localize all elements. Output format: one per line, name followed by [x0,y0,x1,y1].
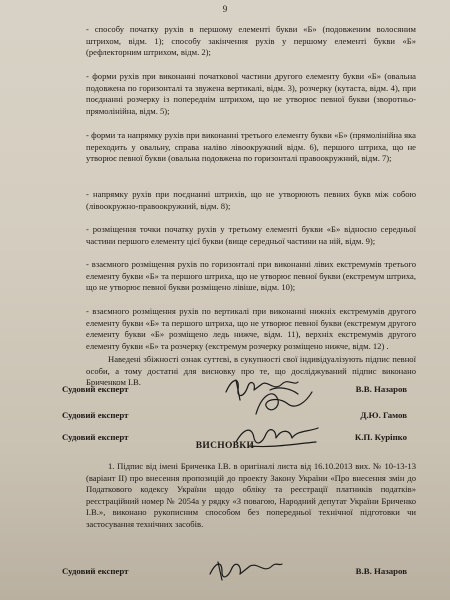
signatory-role: Судовий експерт [62,410,129,420]
handwritten-signature [206,556,284,584]
signatory-name: В.В. Назаров [355,566,407,576]
paragraph-4: - напрямку рухів при поєднанні штрихів, що не утворюють певних букв між собою (лівоокружно-правоокружний, відм. 8); [86,189,416,211]
paragraph-1: - способу початку рухів в першому елементі букви «Б» (подовженим волосяним штрихом, відм. 1); способу закінчення рухів у першому елементі букви «Б» (рефлекторним штрихом, відм. 2); [86,24,416,58]
paragraph-5: - розміщення точки початку рухів у третьому елементі букви «Б» відносно середньої частини першого елементу цієї букви (вище середньої частини на ній, відм. 9); [86,224,416,246]
paragraph-3: - форми та напрямку рухів при виконанні третього елементу букви «Б» (прямолінійна яка переходить у овальну, справа наліво лівоокружний відм. 6), першого штриха, що не утворює певної букви (овальна подовжена по горизонталі правоокружний, відм. 7); [86,130,416,164]
signatory-role: Судовий експерт [62,432,129,442]
signatory-name: К.П. Куріпко [354,432,407,442]
summary-paragraph: Наведені збіжності ознак суттєві, в сукупності свої індивідуалізують підпис певної особи, а тому достатні для висновку про те, що досліджуваний підпис виконано Бриченком І.В. [86,354,416,388]
signatory-role: Судовий експерт [62,384,129,394]
signatory-role: Судовий експерт [62,566,129,576]
conclusions-heading: ВИСНОВКИ [195,441,255,451]
signatory-name: Д.Ю. Гамов [360,410,407,420]
paragraph-7: - взаємного розміщення рухів по вертикалі при виконанні нижніх екстремумів другого елементу букви «Б» та першого штриха, що не утворює певної букви (екстремум другого елементу букви «Б» розміщено ледь нижче, відм. 11), верхніх екстремумів другого елементу букви «Б» та розчерку (екстремум розчерку розміщено нижче, відм. 12) . [86,306,416,351]
paragraph-6: - взаємного розміщення рухів по горизонталі при виконанні лівих екстремумів третього елементу букви «Б» та першого штриха, що не утворює певної букви (екстремум штриха, що не утворює певної букви розміщено лівіше, відм. 10); [86,259,416,293]
signatory-name: В.В. Назаров [355,384,407,394]
page-number: 9 [222,4,228,14]
handwritten-signature [248,384,318,420]
paragraph-2: - форми рухів при виконанні початкової частини другого елементу букви «Б» (овальна подовжена по горизонталі та звужена вертикалі, відм. 3), розчерку (кутаста, відм. 4), при поєднанні розчерку із попереднім штрихом, що не утворює певної букви (зворотньо-прямолінійна, відм. 5); [86,71,416,116]
conclusion-paragraph: 1. Підпис від імені Бриченка І.В. в оригіналі листа від 16.10.2013 вих. № 10-13-13 (варіант ІІ) про внесення пропозицій до проекту Закону України «Про внесення змін до Податкового кодексу України щодо обліку та реєстрації платників податків» реєстраційний номер № 2054а у рядку «З повагою, Народний депутат України Бриченко І.В.», виконано рукописним способом без попередньої технічної підготовки чи застосування технічних засобів. [86,461,416,529]
